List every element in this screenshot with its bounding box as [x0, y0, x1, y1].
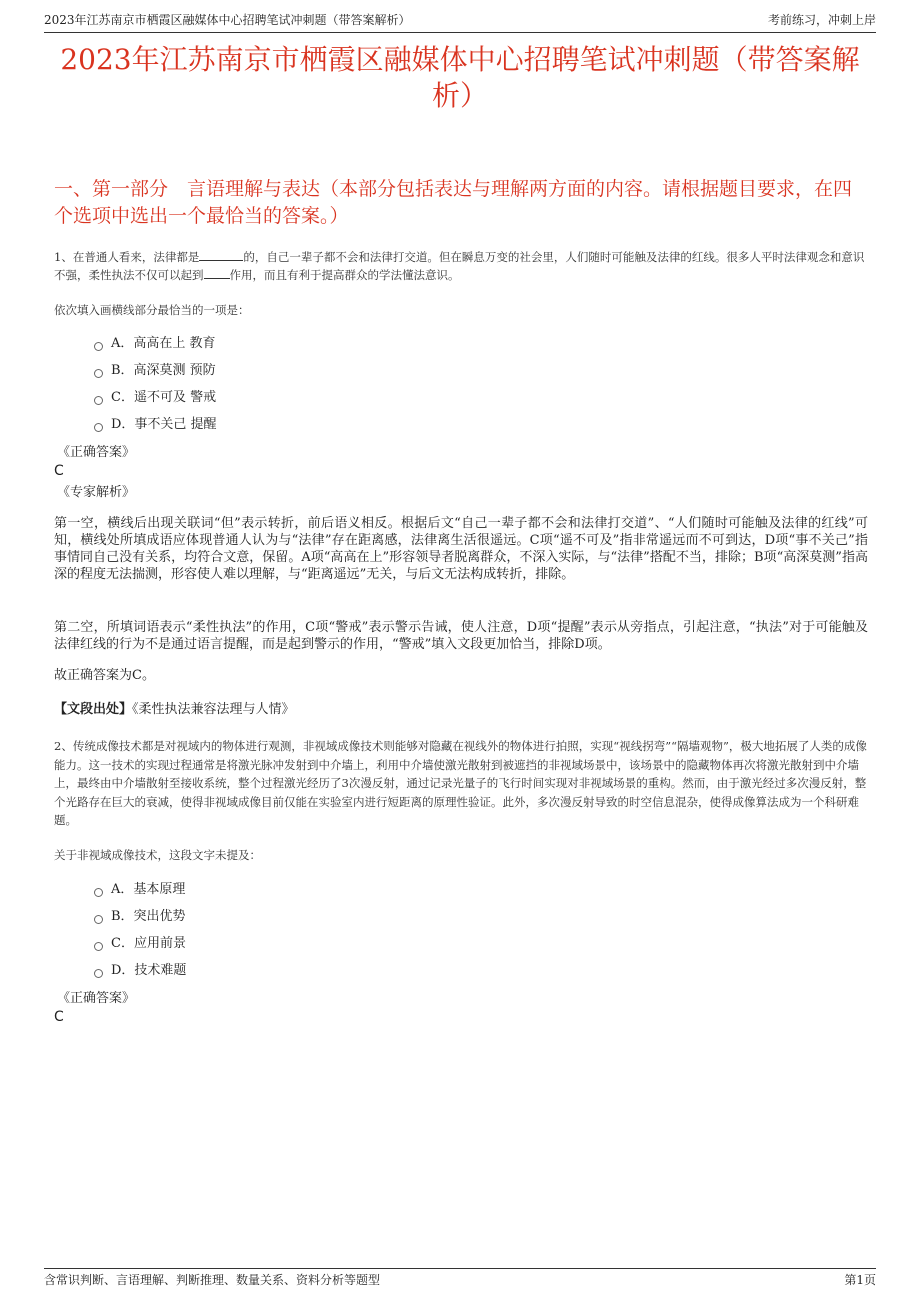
radio-icon[interactable] [94, 423, 103, 432]
option-label: D．技术难题 [111, 962, 187, 978]
blank-2 [204, 266, 230, 279]
answer-value: C [54, 1009, 64, 1025]
radio-icon[interactable] [94, 915, 103, 924]
page-footer [44, 1268, 876, 1287]
source-prefix: 【文段出处】 [54, 702, 133, 717]
radio-icon[interactable] [94, 942, 103, 951]
question-2-text: 2、传统成像技术都是对视域内的物体进行观测，非视域成像技术则能够对隐藏在视线外的物体进行拍照，实现“视线拐弯”“隔墙观物”，极大地拓展了人类的成像能力。这一技术的实现过程通常是将激光脉冲发射到中介墙上，利用中介墙使激光散射到被遮挡的非视域场景中，该场景中的隐藏物体再次将激光散射到中介墙上，最终由中介墙散射至接收系统，整个过程激光经历了3次漫反射，通过记录光量子的飞行时间实现对非视域场景的重构。然而，由于激光经过多次漫反射，整个光路存在巨大的衰减，使得非视域成像目前仅能在实验室内进行短距离的原理性验证。此外，多次漫反射导致的时空信息混杂，使得成像算法成为一个科研难题。 [54, 739, 867, 827]
option-label: A．高高在上 教育 [111, 335, 216, 351]
option-b[interactable] [94, 357, 217, 384]
analysis-paragraph-1: 第一空，横线后出现关联词“但”表示转折，前后语义相反。根据后文“自己一辈子都不会和法律打交道”、“人们随时可能触及法律的红线”可知，横线处所填成语应体现普通人认为与“法律”存在距离感，法律离生活很遥远。C项“遥不可及”指非常遥远而不可到达，D项“事不关己”指事情同自己没有关系，均符合文意，保留。A项“高高在上”形容领导者脱离群众，不深入实际，与“法律”搭配不当，排除；B项“高深莫测”指高深的程度无法揣测，形容使人难以理解，与“距离遥远”无关，与后文无法构成转折，排除。 [54, 516, 868, 582]
option-label: C．应用前景 [111, 935, 186, 951]
section-heading: 一、第一部分 言语理解与表达（本部分包括表达与理解两方面的内容。请根据题目要求，在四个选项中选出一个最恰当的答案。） [54, 178, 853, 227]
question-1-text-part-b: 的，自己一辈子都不会和法律打交道。但在瞬息万变的社会里，人们随时可能触及法律的红线。很多人平时法律观念和意识不强，柔性执法不仅可以起到 [54, 250, 865, 282]
option-b[interactable] [94, 903, 186, 930]
header-slogan: 考前练习，冲刺上岸 [767, 13, 876, 27]
answer-label: 《正确答案》 [57, 445, 136, 460]
analysis-conclusion: 故正确答案为C。 [54, 668, 155, 683]
header-doc-title: 2023年江苏南京市栖霞区融媒体中心招聘笔试冲刺题（带答案解析） [44, 13, 411, 27]
page-header [44, 10, 876, 33]
blank-1 [199, 248, 243, 261]
source-title: 《柔性执法兼容法理与人情》 [132, 702, 295, 717]
radio-icon[interactable] [94, 342, 103, 351]
analysis-label: 《专家解析》 [57, 485, 136, 500]
option-c[interactable] [94, 930, 186, 957]
option-label: D．事不关己 提醒 [111, 416, 217, 432]
radio-icon[interactable] [94, 396, 103, 405]
answer-value: C [54, 463, 64, 479]
question-1-text-part-a: 1、在普通人看来，法律都是 [54, 250, 200, 264]
option-label: C．遥不可及 警戒 [111, 389, 217, 405]
question-1-prompt: 依次填入画横线部分最恰当的一项是： [54, 303, 250, 317]
page-number: 第1页 [844, 1273, 876, 1287]
option-label: B．高深莫测 预防 [111, 362, 216, 378]
option-d[interactable] [94, 411, 217, 438]
option-label: B．突出优势 [111, 908, 186, 924]
question-1-text [54, 248, 870, 284]
analysis-paragraph-2: 第二空，所填词语表示“柔性执法”的作用，C项“警戒”表示警示告诫，使人注意，D项“提醒”表示从旁指点，引起注意，“执法”对于可能触及法律红线的行为不是通过语言提醒，而是起到警示的作用，“警戒”填入文段更加恰当，排除D项。 [54, 620, 868, 652]
source-citation [54, 701, 295, 719]
question-1-options [94, 330, 217, 438]
question-1-text-part-c: 作用，而且有利于提高群众的学法懂法意识。 [229, 268, 460, 282]
option-a[interactable] [94, 330, 217, 357]
radio-icon[interactable] [94, 369, 103, 378]
option-d[interactable] [94, 957, 186, 984]
radio-icon[interactable] [94, 888, 103, 897]
answer-label: 《正确答案》 [57, 991, 136, 1006]
question-2-options [94, 876, 186, 984]
footer-question-types: 含常识判断、言语理解、判断推理、数量关系、资料分析等题型 [44, 1273, 381, 1287]
option-a[interactable] [94, 876, 186, 903]
page-title: 2023年江苏南京市栖霞区融媒体中心招聘笔试冲刺题（带答案解析） [60, 43, 860, 112]
radio-icon[interactable] [94, 969, 103, 978]
option-label: A．基本原理 [111, 881, 186, 897]
option-c[interactable] [94, 384, 217, 411]
question-2-prompt: 关于非视域成像技术，这段文字未提及： [54, 848, 261, 862]
